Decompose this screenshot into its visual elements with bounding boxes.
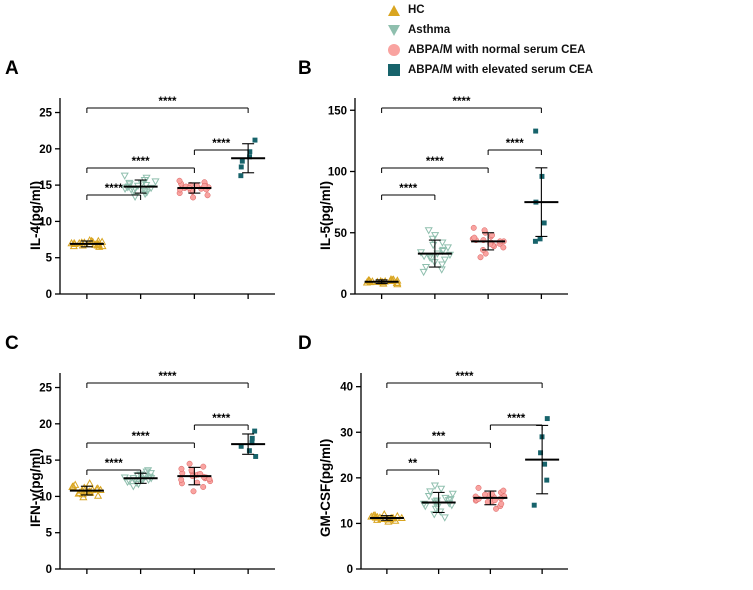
significance-label: **** [507,413,526,425]
data-point [482,228,487,233]
significance-bracket [87,371,248,388]
data-point [499,501,504,506]
y-axis-title-d: GM-CSF(pg/ml) [318,438,333,537]
significance-label: **** [505,138,524,150]
data-point [152,179,158,185]
panel-c-plot [0,325,300,590]
y-tick-label: 50 [334,227,347,240]
y-tick-label: 5 [45,527,52,540]
y-tick-label: 150 [327,105,347,118]
y-tick-label: 10 [39,491,52,504]
y-tick-label: 0 [340,289,347,301]
significance-bracket [382,96,542,113]
y-tick-label: 30 [340,427,353,440]
significance-label: **** [131,156,150,168]
y-axis-title-c: IFN-γ(pg/ml) [28,448,43,527]
panel-b-plot [293,50,593,315]
significance-bracket [194,138,248,155]
y-tick-label: 20 [39,143,52,156]
panel-a-plot [0,50,300,315]
data-point [442,515,448,521]
data-point [190,195,195,200]
significance-label: **** [425,156,444,168]
data-point [95,492,101,498]
triangle-down-marker-icon [388,25,400,36]
significance-label: **** [452,96,471,108]
y-tick-label: 5 [45,252,52,265]
y-tick-label: 20 [340,472,353,485]
significance-bracket [382,156,489,173]
significance-label: **** [212,413,231,425]
data-point [177,178,182,183]
legend-item-asthma [388,22,593,38]
legend-label-abpa-normal-cea: ABPA/M with normal serum CEA [408,44,586,56]
data-point [121,173,127,179]
data-point [542,462,547,467]
data-point [201,464,206,469]
data-point [250,436,255,441]
significance-label: ** [408,458,418,470]
data-point [545,416,550,421]
y-tick-label: 15 [39,180,52,193]
data-point [501,488,506,493]
y-tick-label: 25 [39,107,52,120]
legend-item-hc [388,2,593,18]
legend-label-asthma: Asthma [408,24,451,36]
legend-label-abpa-elevated-cea: ABPA/M with elevated serum CEA [408,64,594,76]
y-tick-label: 100 [327,166,347,179]
significance-label: **** [158,96,177,108]
significance-label: **** [158,371,177,383]
panel-letter-d: D [298,333,312,354]
data-point [542,220,547,225]
data-point [489,232,494,237]
data-point [426,493,432,499]
data-point [540,174,545,179]
data-point [533,239,538,244]
y-tick-label: 25 [39,382,52,395]
significance-bracket [490,413,542,430]
significance-label: *** [431,431,446,443]
data-point [86,480,92,486]
significance-label: **** [104,458,123,470]
significance-label: **** [212,138,231,150]
y-tick-label: 10 [39,216,52,229]
series-group [178,461,212,494]
data-point [205,193,210,198]
data-point [432,483,438,489]
data-point [538,236,543,241]
panel-letter-a: A [5,58,19,79]
significance-bracket [488,138,541,155]
data-point [179,466,184,471]
significance-bracket [194,413,248,430]
data-point [450,491,456,497]
data-point [425,228,431,234]
data-point [476,485,481,490]
significance-label: **** [455,371,474,383]
significance-bracket [87,431,195,448]
series-group [418,228,453,275]
significance-bracket [87,156,195,173]
data-point [238,173,243,178]
y-tick-label: 10 [340,518,353,531]
y-tick-label: 0 [346,564,353,576]
significance-bracket [87,96,248,113]
data-point [191,489,196,494]
data-point [253,138,258,143]
significance-bracket [387,431,491,448]
triangle-up-marker-icon [388,5,400,16]
data-point [239,164,244,169]
significance-bracket [87,458,141,475]
data-point [472,235,477,240]
data-point [187,461,192,466]
data-point [544,478,549,483]
y-axis-title-b: IL-5(pg/ml) [318,181,333,250]
series-group [533,129,547,244]
y-tick-label: 0 [45,289,52,301]
data-point [478,255,483,260]
data-point [252,429,257,434]
y-tick-label: 0 [45,564,52,576]
data-point [533,129,538,134]
data-point [189,468,194,473]
y-tick-label: 20 [39,418,52,431]
significance-label: **** [131,431,150,443]
data-point [201,484,206,489]
significance-bracket [387,371,542,388]
data-point [178,477,183,482]
panel-letter-b: B [298,58,312,79]
panel-letter-c: C [5,333,19,354]
significance-bracket [382,183,435,200]
data-point [438,486,444,492]
y-axis-title-a: IL-4(pg/ml) [28,181,43,250]
data-point [485,499,490,504]
data-point [471,225,476,230]
data-point [430,242,436,248]
legend-label-hc: HC [408,4,425,16]
data-point [532,503,537,508]
significance-label: **** [399,183,418,195]
data-point [432,233,438,239]
data-point [207,476,212,481]
data-point [240,159,245,164]
data-point [482,492,487,497]
y-tick-label: 40 [340,381,353,394]
significance-bracket [387,458,439,475]
significance-label: **** [104,183,123,195]
y-tick-label: 15 [39,455,52,468]
panel-d-plot [293,325,593,590]
